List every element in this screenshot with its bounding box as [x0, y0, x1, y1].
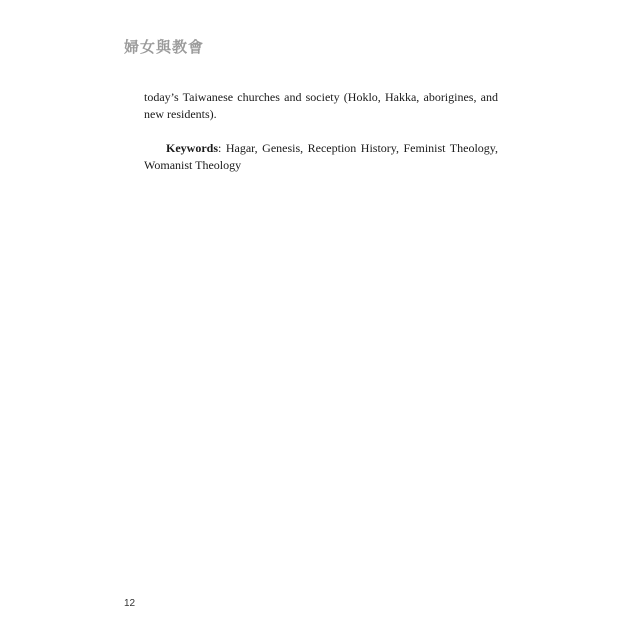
keywords-label: Keywords [166, 141, 218, 155]
running-header-title: 婦女與教會 [124, 38, 205, 56]
continuation-paragraph: today’s Taiwanese churches and society (Hoklo, Hakka, aborigines, and new residents). [144, 90, 498, 121]
keywords-list: : Hagar, Genesis, Reception History, Feminist Theology, Womanist Theology [144, 141, 498, 172]
page-number: 12 [124, 598, 136, 609]
keywords-paragraph [144, 140, 498, 174]
body-text [144, 89, 498, 174]
